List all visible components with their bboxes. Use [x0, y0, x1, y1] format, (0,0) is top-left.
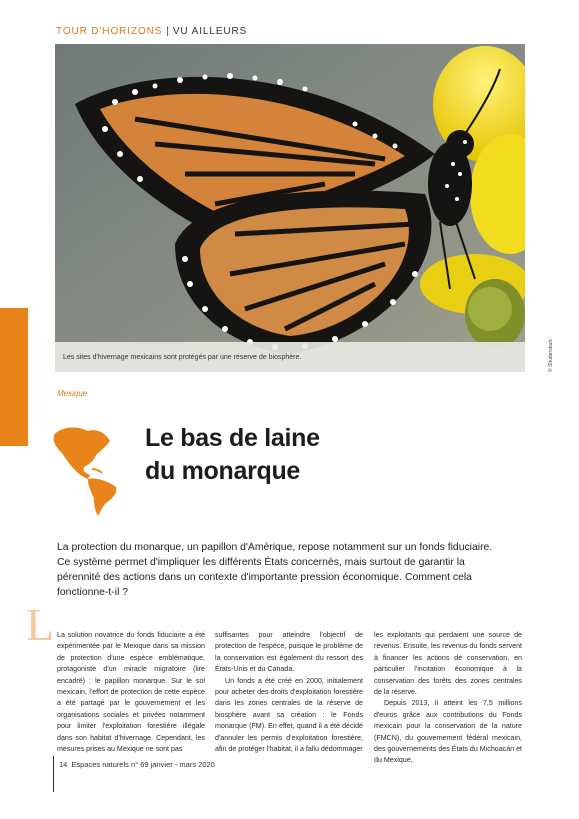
body-paragraph: La solution novatrice du fonds fiduciaire a été expérimentée par le Mexique dans sa mission de protection d'une espèce emblématique, protagoniste d'un miracle migratoire (lire encadré) : le papillon monarque. Sur le sol mexicain, l'effort de protection de cette espèce a été partagé par le gouvernement et les organisations sociales et privées notamment pour limiter l'exploitation forestière illégale dans son habitat d'hivernage. Cependant, les mesures prises au Mexique ne sont pas	[57, 631, 205, 754]
publication-info: Espaces naturels n° 69 janvier - mars 2020	[71, 760, 215, 769]
subrubric-label: VU AILLEURS	[172, 26, 248, 37]
rubric-label: TOUR D'HORIZONS	[56, 26, 163, 37]
footer-rule	[53, 756, 54, 792]
americas-map-icon	[48, 425, 130, 517]
body-paragraph: Un fonds a été créé en 2000, initialement pour acheter des droits d'exploitation forestière dans les zones centrales de la réserve de biosphère avant sa création : le Fonds monarque (FM). En effet, quand il a été décidé d'annuler les permis d'exploitation forestière, afin de protéger l'habitat, il a fallu dédommager	[215, 676, 363, 754]
body-column-2	[215, 630, 363, 755]
page-footer	[59, 760, 215, 769]
page-number: 14	[59, 760, 68, 769]
monarch-butterfly-photo	[55, 44, 525, 372]
body-paragraph: les exploitants qui perdaient une source de revenus. Ensuite, les revenus du fonds servent à financer les actions de conservation, en particulier l'incitation économique à la conservation des forêts des zones centrales de la réserve.	[374, 631, 522, 697]
section-label: Mexique	[57, 389, 88, 398]
accent-tab	[0, 308, 28, 446]
body-paragraph: suffisantes pour atteindre l'objectif de protection de l'espèce, puisque le problème de la conservation est également du ressort des États-Unis et du Canada.	[215, 631, 363, 674]
title-line-2: du monarque	[145, 457, 301, 485]
running-header	[56, 26, 247, 37]
header-separator: |	[166, 26, 170, 37]
body-column-3	[374, 630, 522, 767]
photo-credit: © Shutterstock	[548, 339, 554, 372]
photo-caption: Les sites d'hivernage mexicains sont protégés par une réserve de biosphère.	[63, 354, 302, 361]
title-line-1: Le bas de laine	[145, 424, 320, 452]
body-column-1	[57, 630, 205, 755]
butterfly-image	[55, 44, 525, 372]
lead-paragraph: La protection du monarque, un papillon d'Amérique, repose notamment sur un fonds fiduciaire. Ce système permet d'impliquer les différents États concernés, mais surtout de garantir la pérennité des actions dans un contexte d'importante pression économique. Comment cela fonctionne-t-il ?	[57, 542, 493, 598]
body-paragraph: Depuis 2013, il atteint les 7,5 millions d'euros grâce aux contributions du Fonds mexicain pour la conservation de la nature (FMCN), du gouvernement fédéral mexicain, des gouvernements des États du Michoacán et du Mexique,	[374, 699, 522, 765]
drop-cap: L	[26, 599, 55, 650]
article-title	[145, 422, 320, 488]
